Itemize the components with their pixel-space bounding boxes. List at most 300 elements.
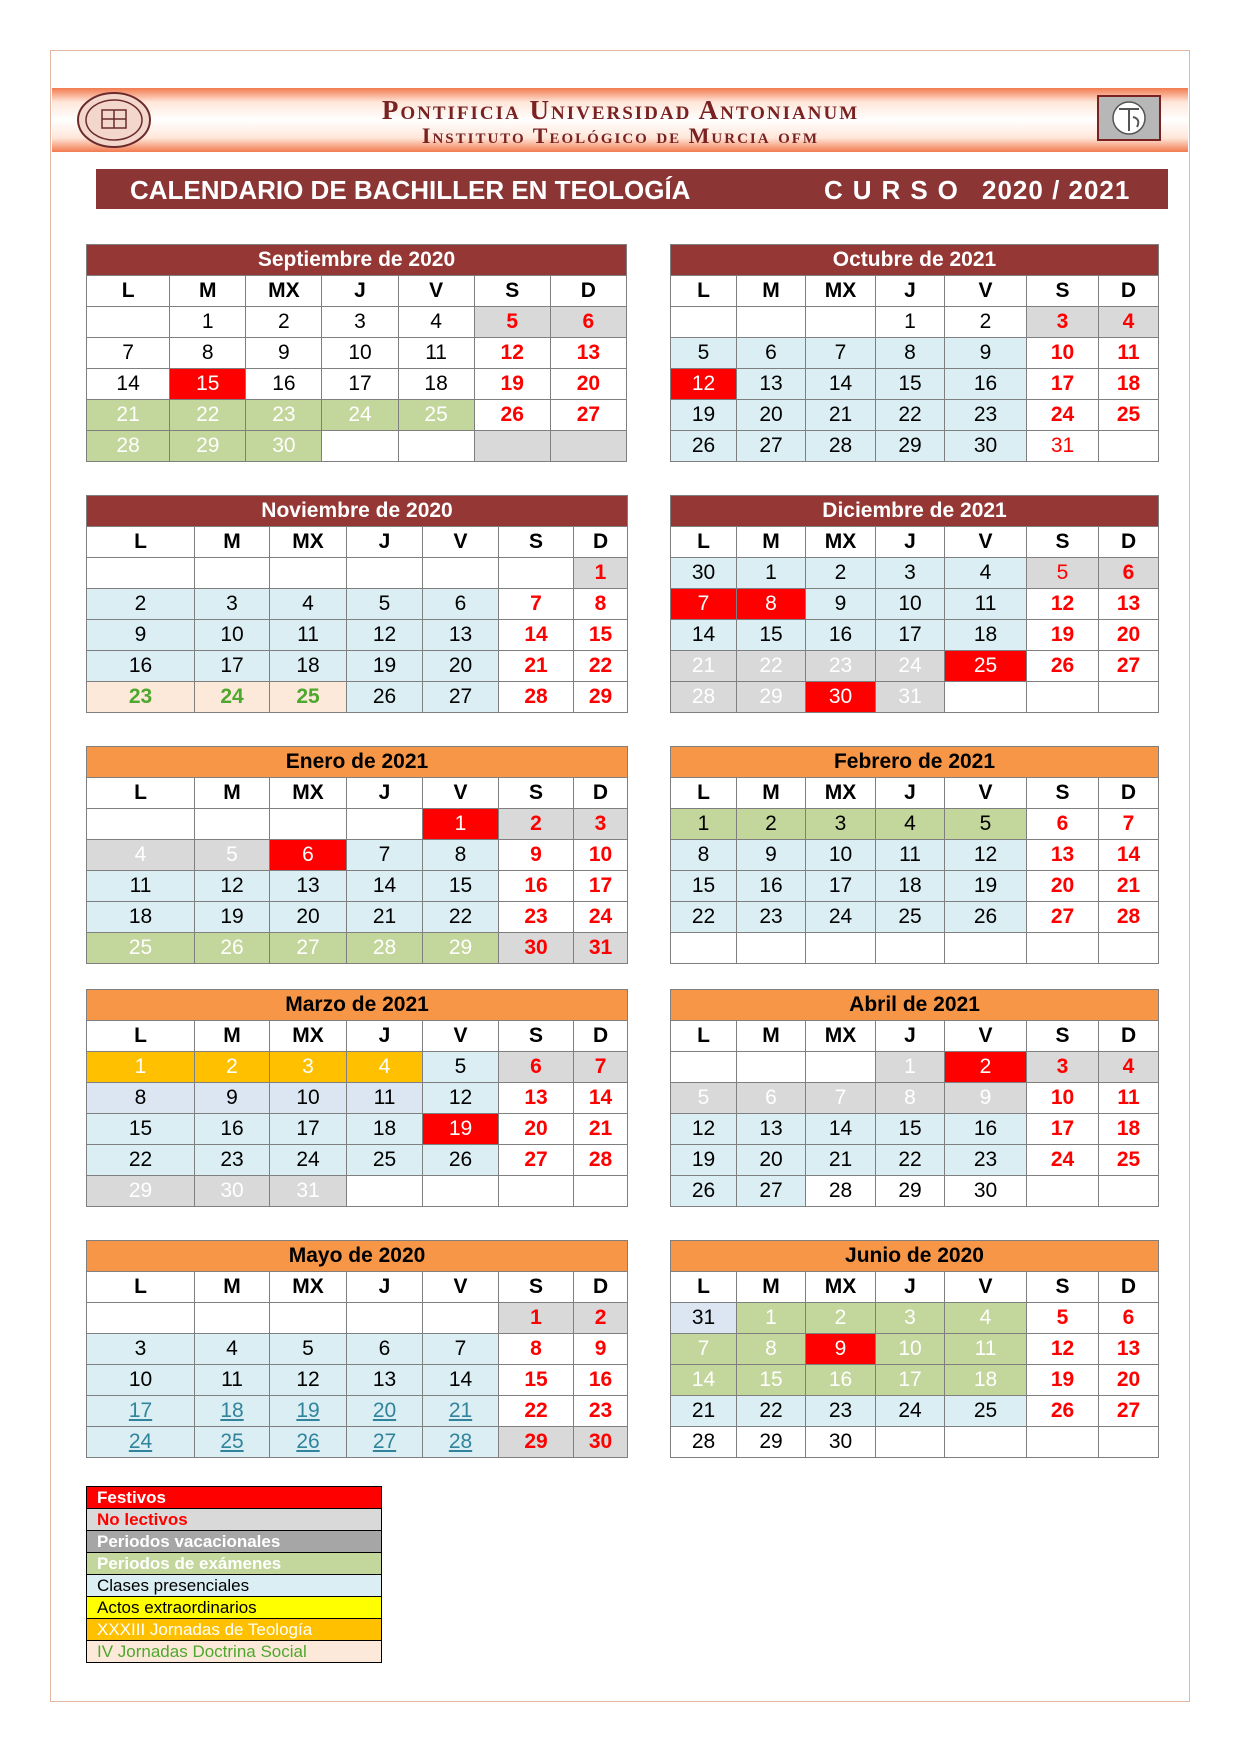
day-cell: 8 — [170, 338, 246, 369]
day-cell — [671, 933, 737, 964]
weekday-header: J — [347, 1021, 423, 1052]
day-cell: 15 — [737, 620, 806, 651]
day-cell: 17 — [806, 871, 876, 902]
day-cell — [474, 431, 550, 462]
weekday-header: J — [322, 276, 398, 307]
day-cell: 26 — [195, 933, 270, 964]
day-cell: 19 — [945, 871, 1027, 902]
day-cell: 1 — [876, 1052, 945, 1083]
legend-item — [87, 1531, 382, 1553]
day-cell: 30 — [806, 1427, 876, 1458]
weekday-header: S — [1027, 1021, 1099, 1052]
day-cell — [1099, 1427, 1159, 1458]
weekday-header: L — [87, 527, 195, 558]
day-cell: 7 — [671, 1334, 737, 1365]
day-cell: 19 — [1027, 620, 1099, 651]
day-cell: 27 — [737, 431, 806, 462]
day-cell: 6 — [550, 307, 626, 338]
day-cell: 4 — [876, 809, 945, 840]
day-cell: 16 — [945, 369, 1027, 400]
day-cell: 16 — [806, 620, 876, 651]
curso-label: CURSO — [824, 175, 968, 205]
day-cell: 21 — [574, 1114, 628, 1145]
day-cell — [87, 809, 195, 840]
day-cell: 9 — [246, 338, 322, 369]
weekday-header: S — [499, 1272, 574, 1303]
day-cell: 15 — [574, 620, 628, 651]
day-cell: 10 — [1027, 1083, 1099, 1114]
day-cell: 24 — [876, 1396, 945, 1427]
day-cell: 21 — [423, 1396, 499, 1427]
day-cell — [398, 431, 474, 462]
day-cell — [87, 558, 195, 589]
day-cell: 22 — [876, 1145, 945, 1176]
day-cell: 10 — [322, 338, 398, 369]
day-cell: 11 — [945, 589, 1027, 620]
month-title: Septiembre de 2020 — [87, 245, 627, 276]
day-cell: 4 — [195, 1334, 270, 1365]
day-cell: 22 — [876, 400, 945, 431]
day-cell: 28 — [87, 431, 170, 462]
day-cell: 16 — [195, 1114, 270, 1145]
weekday-header: V — [423, 778, 499, 809]
day-cell: 15 — [671, 871, 737, 902]
day-cell — [1027, 1427, 1099, 1458]
day-cell — [195, 1303, 270, 1334]
weekday-header: MX — [806, 1021, 876, 1052]
day-cell — [1027, 682, 1099, 713]
day-cell: 7 — [499, 589, 574, 620]
day-cell: 11 — [347, 1083, 423, 1114]
day-cell: 29 — [876, 431, 945, 462]
day-cell: 3 — [876, 558, 945, 589]
day-cell: 29 — [499, 1427, 574, 1458]
weekday-header: M — [737, 527, 806, 558]
day-cell: 23 — [945, 1145, 1027, 1176]
day-cell: 3 — [322, 307, 398, 338]
day-cell — [423, 1176, 499, 1207]
day-cell: 25 — [1099, 400, 1159, 431]
day-cell — [1099, 682, 1159, 713]
day-cell: 14 — [499, 620, 574, 651]
day-cell: 25 — [195, 1427, 270, 1458]
day-cell: 13 — [550, 338, 626, 369]
day-cell — [806, 1052, 876, 1083]
day-cell: 28 — [806, 1176, 876, 1207]
day-cell: 8 — [737, 589, 806, 620]
weekday-header: M — [737, 1021, 806, 1052]
day-cell: 13 — [737, 369, 806, 400]
day-cell — [1099, 933, 1159, 964]
day-cell: 25 — [876, 902, 945, 933]
day-cell: 12 — [1027, 589, 1099, 620]
day-cell: 28 — [574, 1145, 628, 1176]
day-cell: 17 — [270, 1114, 347, 1145]
day-cell: 17 — [195, 651, 270, 682]
day-cell: 1 — [737, 1303, 806, 1334]
weekday-header: D — [1099, 778, 1159, 809]
day-cell: 30 — [246, 431, 322, 462]
day-cell: 26 — [945, 902, 1027, 933]
month-title: Febrero de 2021 — [671, 747, 1159, 778]
day-cell: 28 — [423, 1427, 499, 1458]
day-cell — [347, 1303, 423, 1334]
day-cell: 19 — [195, 902, 270, 933]
day-cell: 9 — [945, 1083, 1027, 1114]
day-cell: 13 — [270, 871, 347, 902]
day-cell: 7 — [806, 338, 876, 369]
weekday-header: M — [737, 276, 806, 307]
weekday-header: D — [574, 1272, 628, 1303]
month-calendar — [670, 1240, 1159, 1458]
day-cell — [671, 307, 737, 338]
day-cell: 20 — [270, 902, 347, 933]
day-cell: 16 — [737, 871, 806, 902]
day-cell: 8 — [876, 338, 945, 369]
weekday-header: L — [671, 778, 737, 809]
weekday-header: V — [945, 527, 1027, 558]
day-cell: 20 — [1027, 871, 1099, 902]
day-cell — [322, 431, 398, 462]
day-cell: 13 — [499, 1083, 574, 1114]
day-cell — [876, 933, 945, 964]
day-cell — [423, 1303, 499, 1334]
day-cell: 17 — [574, 871, 628, 902]
day-cell: 4 — [945, 1303, 1027, 1334]
day-cell: 17 — [1027, 369, 1099, 400]
day-cell: 12 — [347, 620, 423, 651]
day-cell: 29 — [423, 933, 499, 964]
day-cell: 22 — [737, 651, 806, 682]
day-cell: 28 — [671, 1427, 737, 1458]
day-cell: 27 — [550, 400, 626, 431]
weekday-header: L — [671, 527, 737, 558]
day-cell: 23 — [806, 1396, 876, 1427]
weekday-header: D — [1099, 276, 1159, 307]
day-cell: 27 — [737, 1176, 806, 1207]
day-cell: 11 — [1099, 338, 1159, 369]
weekday-header: M — [737, 778, 806, 809]
legend-item — [87, 1575, 382, 1597]
weekday-header: L — [671, 1272, 737, 1303]
day-cell — [806, 933, 876, 964]
day-cell — [737, 933, 806, 964]
day-cell: 30 — [499, 933, 574, 964]
day-cell: 31 — [574, 933, 628, 964]
day-cell: 8 — [737, 1334, 806, 1365]
day-cell: 19 — [671, 1145, 737, 1176]
weekday-header: M — [737, 1272, 806, 1303]
day-cell: 21 — [806, 1145, 876, 1176]
day-cell: 22 — [574, 651, 628, 682]
day-cell: 18 — [945, 620, 1027, 651]
day-cell: 25 — [87, 933, 195, 964]
month-calendar — [86, 495, 628, 713]
weekday-header: L — [87, 1272, 195, 1303]
day-cell: 17 — [876, 620, 945, 651]
weekday-header: M — [195, 778, 270, 809]
day-cell: 10 — [876, 1334, 945, 1365]
month-calendar — [86, 746, 628, 964]
day-cell: 5 — [945, 809, 1027, 840]
day-cell: 6 — [270, 840, 347, 871]
weekday-header: J — [347, 1272, 423, 1303]
day-cell: 18 — [945, 1365, 1027, 1396]
day-cell: 9 — [499, 840, 574, 871]
title-bar — [96, 169, 1168, 209]
day-cell: 8 — [671, 840, 737, 871]
month-title: Noviembre de 2020 — [87, 496, 628, 527]
day-cell: 19 — [1027, 1365, 1099, 1396]
weekday-header: S — [1027, 1272, 1099, 1303]
month-title: Junio de 2020 — [671, 1241, 1159, 1272]
weekday-header: L — [87, 276, 170, 307]
day-cell: 22 — [499, 1396, 574, 1427]
day-cell: 10 — [806, 840, 876, 871]
day-cell: 5 — [671, 1083, 737, 1114]
day-cell: 14 — [671, 620, 737, 651]
day-cell: 24 — [1027, 400, 1099, 431]
day-cell: 30 — [671, 558, 737, 589]
weekday-header: MX — [806, 778, 876, 809]
day-cell — [1027, 1176, 1099, 1207]
day-cell: 3 — [806, 809, 876, 840]
legend-item — [87, 1553, 382, 1575]
weekday-header: D — [574, 778, 628, 809]
day-cell: 15 — [87, 1114, 195, 1145]
day-cell — [270, 558, 347, 589]
day-cell: 3 — [876, 1303, 945, 1334]
month-title: Marzo de 2021 — [87, 990, 628, 1021]
day-cell: 10 — [270, 1083, 347, 1114]
day-cell — [737, 1052, 806, 1083]
day-cell: 6 — [1027, 809, 1099, 840]
day-cell: 25 — [945, 1396, 1027, 1427]
day-cell — [574, 1176, 628, 1207]
day-cell: 3 — [195, 589, 270, 620]
day-cell: 17 — [87, 1396, 195, 1427]
day-cell: 22 — [87, 1145, 195, 1176]
day-cell: 15 — [737, 1365, 806, 1396]
day-cell: 15 — [876, 1114, 945, 1145]
day-cell: 19 — [270, 1396, 347, 1427]
day-cell: 12 — [671, 369, 737, 400]
weekday-header: S — [499, 778, 574, 809]
day-cell: 24 — [87, 1427, 195, 1458]
day-cell: 21 — [671, 1396, 737, 1427]
day-cell: 22 — [423, 902, 499, 933]
day-cell: 18 — [1099, 369, 1159, 400]
day-cell: 23 — [499, 902, 574, 933]
weekday-header: J — [876, 778, 945, 809]
day-cell: 13 — [1027, 840, 1099, 871]
day-cell: 29 — [876, 1176, 945, 1207]
day-cell: 1 — [737, 558, 806, 589]
day-cell: 15 — [423, 871, 499, 902]
weekday-header: D — [550, 276, 626, 307]
day-cell: 21 — [671, 651, 737, 682]
day-cell: 13 — [347, 1365, 423, 1396]
day-cell: 4 — [1099, 307, 1159, 338]
weekday-header: V — [945, 1021, 1027, 1052]
day-cell — [945, 1427, 1027, 1458]
day-cell: 11 — [876, 840, 945, 871]
institute-name: Instituto Teológico de Murcia ofm — [421, 123, 820, 148]
day-cell: 14 — [87, 369, 170, 400]
day-cell: 11 — [945, 1334, 1027, 1365]
day-cell: 19 — [474, 369, 550, 400]
weekday-header: V — [423, 1272, 499, 1303]
legend-label: IV Jornadas Doctrina Social — [87, 1641, 382, 1663]
day-cell: 24 — [1027, 1145, 1099, 1176]
weekday-header: L — [87, 778, 195, 809]
day-cell: 24 — [574, 902, 628, 933]
day-cell: 21 — [1099, 871, 1159, 902]
day-cell: 2 — [87, 589, 195, 620]
day-cell: 21 — [87, 400, 170, 431]
day-cell: 13 — [1099, 589, 1159, 620]
day-cell: 31 — [270, 1176, 347, 1207]
weekday-header: M — [195, 1272, 270, 1303]
legend-label: XXXIII Jornadas de Teología — [87, 1619, 382, 1641]
weekday-header: D — [1099, 1021, 1159, 1052]
day-cell: 2 — [806, 558, 876, 589]
day-cell: 30 — [574, 1427, 628, 1458]
month-title: Diciembre de 2021 — [671, 496, 1159, 527]
weekday-header: MX — [270, 527, 347, 558]
day-cell: 4 — [270, 589, 347, 620]
weekday-header: J — [876, 1021, 945, 1052]
legend-item — [87, 1597, 382, 1619]
day-cell: 31 — [671, 1303, 737, 1334]
day-cell: 10 — [195, 620, 270, 651]
day-cell: 25 — [1099, 1145, 1159, 1176]
weekday-header: D — [1099, 1272, 1159, 1303]
weekday-header: M — [195, 527, 270, 558]
day-cell: 21 — [347, 902, 423, 933]
legend-label: No lectivos — [87, 1509, 382, 1531]
legend-label: Festivos — [87, 1487, 382, 1509]
day-cell: 8 — [574, 589, 628, 620]
day-cell: 26 — [270, 1427, 347, 1458]
weekday-header: MX — [270, 778, 347, 809]
day-cell: 15 — [876, 369, 945, 400]
legend-label: Periodos de exámenes — [87, 1553, 382, 1575]
day-cell: 7 — [806, 1083, 876, 1114]
page-title: CALENDARIO DE BACHILLER EN TEOLOGÍA — [130, 175, 691, 205]
month-calendar — [670, 989, 1159, 1207]
day-cell: 26 — [423, 1145, 499, 1176]
month-calendar — [670, 746, 1159, 964]
day-cell: 1 — [87, 1052, 195, 1083]
day-cell — [347, 1176, 423, 1207]
day-cell: 29 — [737, 682, 806, 713]
weekday-header: S — [1027, 276, 1099, 307]
day-cell: 30 — [195, 1176, 270, 1207]
day-cell: 24 — [876, 651, 945, 682]
day-cell — [671, 1052, 737, 1083]
day-cell: 3 — [574, 809, 628, 840]
day-cell: 24 — [322, 400, 398, 431]
day-cell: 26 — [347, 682, 423, 713]
university-name: Pontificia Universidad Antonianum — [381, 95, 860, 125]
day-cell: 24 — [806, 902, 876, 933]
day-cell: 10 — [876, 589, 945, 620]
day-cell: 22 — [737, 1396, 806, 1427]
day-cell — [499, 1176, 574, 1207]
day-cell: 11 — [87, 871, 195, 902]
day-cell: 27 — [499, 1145, 574, 1176]
day-cell: 20 — [737, 400, 806, 431]
day-cell: 14 — [1099, 840, 1159, 871]
day-cell: 28 — [499, 682, 574, 713]
day-cell: 6 — [1099, 558, 1159, 589]
day-cell: 6 — [737, 338, 806, 369]
day-cell: 18 — [195, 1396, 270, 1427]
legend-item — [87, 1641, 382, 1663]
day-cell: 14 — [574, 1083, 628, 1114]
weekday-header: M — [170, 276, 246, 307]
day-cell: 10 — [87, 1365, 195, 1396]
day-cell — [550, 431, 626, 462]
weekday-header: J — [347, 527, 423, 558]
day-cell: 1 — [876, 307, 945, 338]
weekday-header: J — [876, 1272, 945, 1303]
day-cell — [270, 809, 347, 840]
day-cell: 23 — [945, 400, 1027, 431]
day-cell: 8 — [87, 1083, 195, 1114]
day-cell: 27 — [1027, 902, 1099, 933]
day-cell: 26 — [671, 1176, 737, 1207]
day-cell: 3 — [270, 1052, 347, 1083]
legend-label: Actos extraordinarios — [87, 1597, 382, 1619]
day-cell — [737, 307, 806, 338]
day-cell: 20 — [550, 369, 626, 400]
day-cell: 16 — [945, 1114, 1027, 1145]
day-cell: 12 — [423, 1083, 499, 1114]
weekday-header: L — [671, 1021, 737, 1052]
day-cell: 12 — [945, 840, 1027, 871]
day-cell: 20 — [347, 1396, 423, 1427]
day-cell: 4 — [945, 558, 1027, 589]
day-cell: 17 — [322, 369, 398, 400]
day-cell: 12 — [1027, 1334, 1099, 1365]
weekday-header: S — [499, 527, 574, 558]
weekday-header: MX — [270, 1021, 347, 1052]
weekday-header: L — [671, 276, 737, 307]
weekday-header: V — [423, 527, 499, 558]
day-cell: 2 — [945, 1052, 1027, 1083]
weekday-header: V — [945, 276, 1027, 307]
day-cell: 11 — [1099, 1083, 1159, 1114]
day-cell: 5 — [195, 840, 270, 871]
weekday-header: J — [876, 527, 945, 558]
day-cell: 14 — [806, 1114, 876, 1145]
day-cell: 9 — [806, 589, 876, 620]
day-cell: 8 — [499, 1334, 574, 1365]
day-cell: 20 — [737, 1145, 806, 1176]
weekday-header: M — [195, 1021, 270, 1052]
day-cell: 4 — [87, 840, 195, 871]
day-cell: 19 — [347, 651, 423, 682]
legend-item — [87, 1619, 382, 1641]
month-calendar — [86, 1240, 628, 1458]
day-cell — [423, 558, 499, 589]
day-cell: 2 — [195, 1052, 270, 1083]
day-cell: 30 — [806, 682, 876, 713]
day-cell: 25 — [945, 651, 1027, 682]
day-cell: 23 — [195, 1145, 270, 1176]
